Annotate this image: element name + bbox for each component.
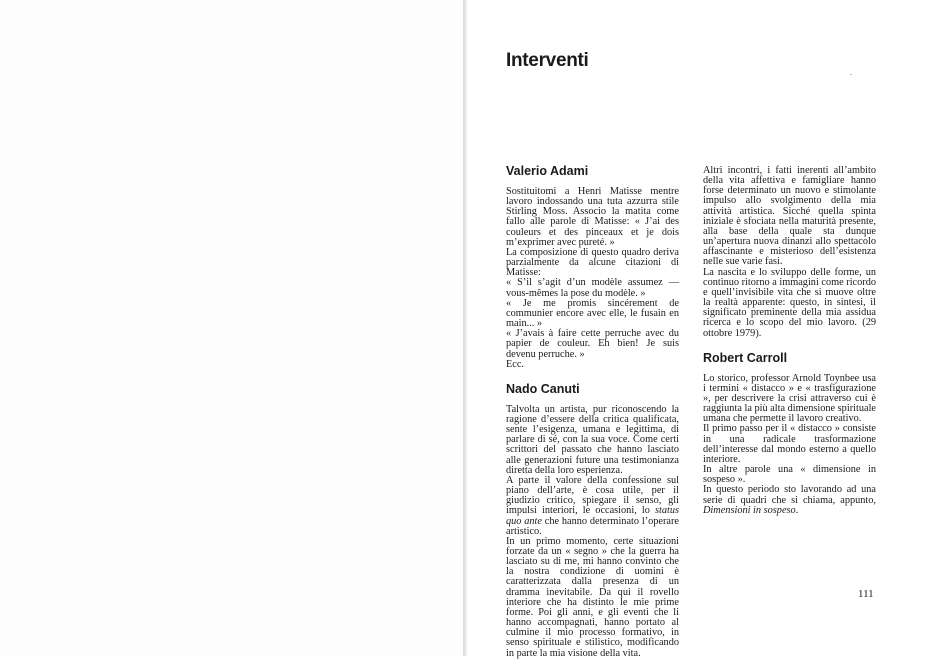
text-column-right	[703, 166, 876, 516]
canuti-paragraph-4: Altri incontri, i fatti inerenti all’ambito della vita affettiva e famigliare hanno forse determinato un nuovo e stimolante impulso allo svolgimento della mia attività artistica. Sicché quella spinta iniziale è sfociata nella maturità presente, alla base della quale sta dunque un’apertura nuova dinanzi allo spettacolo affascinante e misterioso dell’esistenza nelle sue varie fasi.	[703, 165, 876, 268]
carroll-paragraph-2: Il primo passo per il « distacco » consiste in una radicale trasformazione dell’interesse dal mondo esterno a quello interiore.	[703, 423, 876, 465]
print-speck	[850, 74, 852, 75]
canuti-p2-text-b: che hanno determinato l’operare artistico.	[506, 515, 679, 537]
adami-quote-3: « J’avais à faire cette perruche avec du papier de couleur. Eh bien! Je suis devenu perruche. »	[506, 328, 679, 360]
section-heading-carroll: Robert Carroll	[703, 350, 788, 365]
carroll-paragraph-4	[703, 485, 876, 515]
canuti-paragraph-1: Talvolta un artista, pur riconoscendo la ragione d’essere della critica qualificata, sente l’esigenza, umana e legittima, di parlare di sé, con la sua voce. Come certi scrittori del passato che hanno lasciato alle generazioni future una testimonianza diretta della loro esperienza.	[506, 403, 679, 476]
page-number: 111	[858, 588, 874, 600]
canuti-paragraph-2	[506, 476, 679, 537]
canuti-p2-text-a: A parte il valore della confessione sul piano dell’arte, è cosa utile, per il giudizio critico, spiegare il senso, gli impulsi interiori, le occasioni, lo	[506, 474, 679, 517]
left-page	[0, 0, 463, 656]
carroll-p4-text-b: .	[795, 504, 799, 516]
text-column-left	[506, 164, 679, 659]
adami-quote-1: « S’il s’agit d’un modèle assumez — vous-mêmes la pose du modèle. »	[506, 277, 679, 299]
canuti-p2-italic: status quo ante	[506, 505, 679, 527]
page-title: Interventi	[506, 50, 589, 71]
adami-paragraph-2: La composizione di questo quadro deriva parzialmente da alcune citazioni di Matisse:	[506, 246, 679, 279]
adami-quote-2: « Je me promis sincérement de communier encore avec elle, le fusain en main... »	[506, 297, 679, 330]
section-heading-canuti: Nado Canuti	[506, 381, 580, 396]
adami-paragraph-ecc: Ecc.	[506, 358, 525, 370]
carroll-paragraph-3: In altre parole una « dimensione in sospeso ».	[703, 464, 876, 486]
carroll-paragraph-1: Lo storico, professor Arnold Toynbee usa i termini « distacco » e « trasfigurazione », per descrivere la crisi attraverso cui è raggiunta la più alta dimensione spirituale umana che permette il lavoro creativo.	[703, 372, 876, 425]
section-heading-adami: Valerio Adami	[506, 164, 589, 178]
canuti-paragraph-5: La nascita e lo sviluppo delle forme, un continuo ritorno a immagini come ricordo e quell’invisibile vita che si muove oltre la realtà apparente: questo, in sintesi, il significato preminente della mia assidua ricerca e lo scopo del mio lavoro. (29 ottobre 1979).	[703, 266, 877, 339]
carroll-p4-text-a: In questo periodo sto lavorando ad una serie di quadri che si chiama, appunto,	[703, 484, 876, 506]
adami-paragraph-1: Sostituitomi a Henri Matisse mentre lavoro indossando una tuta azzurra stile Stirling Moss. Associo la matita come fallo alle parole di Matisse: « J’ai des couleurs et des pinceaux et je dois m’exprimer avec pureté. »	[506, 186, 679, 248]
carroll-p4-italic: Dimensioni in sospeso	[703, 504, 796, 516]
canuti-paragraph-3: In un primo momento, certe situazioni forzate da un « segno » che la guerra ha lasciato su di me, mi hanno convinto che la nostra condizione di uomini è caratterizzata dalla presenza di un dramma inevitabile. Da qui il rovello interiore che ha distinto le mie prime forme. Poi gli anni, e gli eventi che li hanno accompagnati, hanno portato al culmine il mio processo formativo, in senso spirituale e stilistico, modificando in parte la mia visione della vita.	[506, 535, 679, 659]
